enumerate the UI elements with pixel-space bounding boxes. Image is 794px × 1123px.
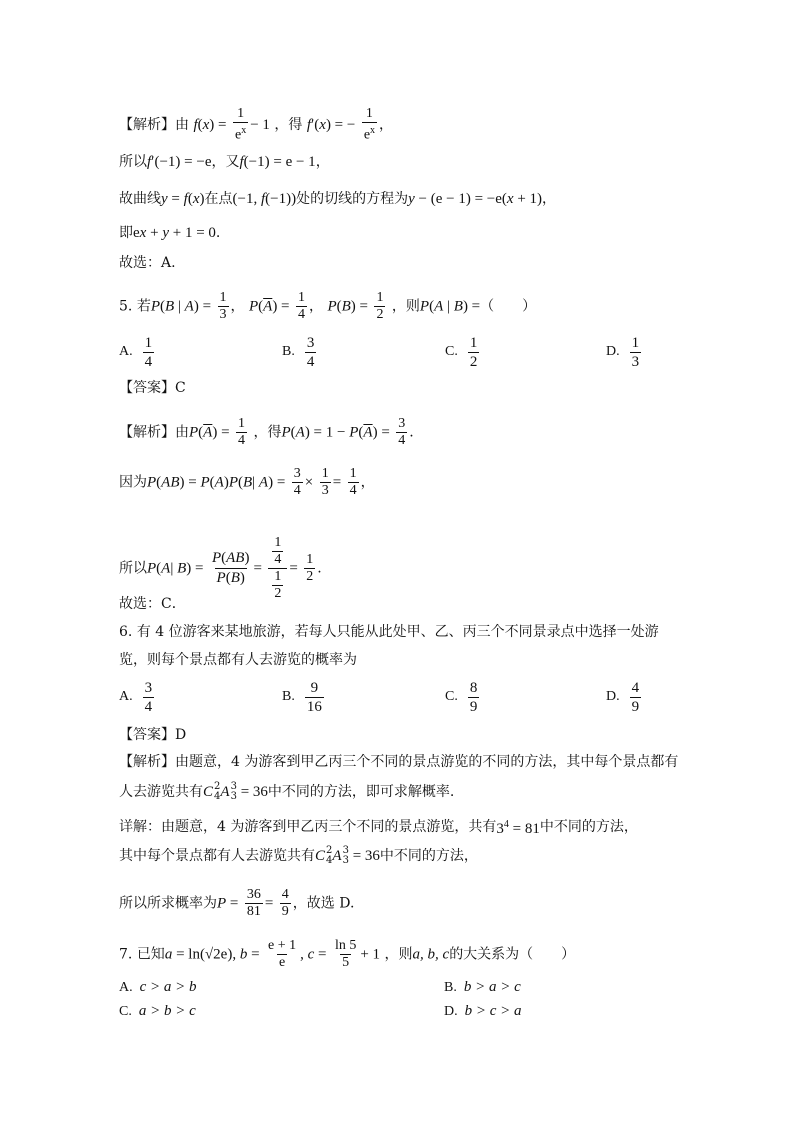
fraction-neg-1-over-ex: $\frac{1}{e^x}$ <box>363 106 376 143</box>
text: ，又 <box>211 154 240 170</box>
fraction-1-over-ex: $\frac{1}{e^x}$ <box>234 106 247 143</box>
fraction: $\frac{P(AB)}{P(B)}$ <box>211 550 250 586</box>
question-number: 7. <box>119 946 133 963</box>
text: 若 <box>136 298 151 315</box>
text: ，则 <box>384 946 413 963</box>
q6-analysis-line-1 <box>119 752 678 772</box>
q6-analysis-line-2: 人去游览共有C 2 4 A 3 3 = 36中不同的方法，即可求解概率. <box>119 781 455 802</box>
text: 中不同的方法， <box>379 848 478 864</box>
text: 所以所求概率为 <box>119 895 217 912</box>
option-c[interactable]: C. $\frac{1}{2}$ <box>445 334 478 370</box>
fraction: $\frac{3}{4}$ <box>398 416 406 448</box>
text: ，故选 D. <box>292 895 355 912</box>
fraction: $\frac{e + 1}{e}$ <box>268 938 297 970</box>
analysis-tag: 【解析】 <box>119 424 175 441</box>
text: ，则 <box>391 298 420 315</box>
option-a[interactable]: A. c > a > b <box>119 979 197 995</box>
compound-fraction: $\frac{\frac{1}{4}}{\frac{1}{2}}$ <box>268 535 287 602</box>
text: 所以 <box>119 560 147 577</box>
q7-stem: 7. 已知a = ln(√2e), b = $\frac{e + 1}{e}$ , c = $\frac{\ln 5}{5}$ + 1 ，则a, b, c的大关系为（ ） <box>119 938 576 970</box>
option-b[interactable]: B. $\frac{3}{4}$ <box>282 334 315 370</box>
text: 处的切线的方程为 <box>296 191 409 207</box>
option-d[interactable]: D. b > c > a <box>444 1003 522 1019</box>
q7-options-row-1 <box>119 979 539 999</box>
q6-answer: 【答案】D <box>119 727 187 743</box>
text: 中不同的方法， <box>539 819 638 835</box>
q4-select: 故选：A. <box>119 255 176 271</box>
q5-stem: 5. 若P(B | A) = $\frac{1}{3}$ ， $P(\overline{A})$ = $\frac{1}{4}$ ， P(B) = $\frac{1}{2}$ ，则P(A | B) =（ ） <box>119 290 537 322</box>
option-d[interactable]: D. $\frac{4}{9}$ <box>606 679 640 715</box>
q6-options <box>119 677 659 717</box>
option-d[interactable]: D. $\frac{1}{3}$ <box>606 334 640 370</box>
text: 所以 <box>119 154 147 170</box>
q6-detail-line-3: 所以所求概率为P = $\frac{36}{81}$ = $\frac{4}{9}$ ，故选 D. <box>119 887 355 919</box>
text: 人去游览共有 <box>119 784 203 800</box>
option-a[interactable]: A. $\frac{1}{4}$ <box>119 334 153 370</box>
q5-analysis-line-2: 因为P(AB) = P(A)P(B| A) = $\frac{3}{4}$ × $\frac{1}{3}$ = $\frac{1}{4}$ ， <box>119 466 375 498</box>
option-b[interactable]: B. b > a > c <box>444 979 521 995</box>
text: ，得 <box>253 424 282 441</box>
text: 有 4 位游客来某地旅游，若每人只能从此处甲、乙、丙三个不同景录点中选择一处游 <box>136 624 659 640</box>
question-number: 5. <box>119 298 133 315</box>
text: 即 <box>119 225 133 241</box>
fraction: $\frac{1}{4}$ <box>297 290 305 322</box>
text: 在点 <box>204 191 233 207</box>
q6-detail-line-1: 详解：由题意，4 为游客到甲乙丙三个不同的景点游览，共有$3^4 = 81$中不同的方法， <box>119 819 638 837</box>
fraction: $\frac{36}{81}$ <box>246 887 261 919</box>
option-c[interactable]: C. a > b > c <box>119 1003 196 1019</box>
q5-options <box>119 332 659 372</box>
text: ，得 <box>274 116 303 133</box>
fraction: $\frac{4}{9}$ <box>281 887 289 919</box>
q6-stem-line-1 <box>119 622 659 642</box>
text: 的大关系为（ ） <box>449 946 576 963</box>
text: 因为 <box>119 474 147 491</box>
q6-stem-line-2: 览，则每个景点都有人去游览的概率为 <box>119 652 357 668</box>
q5-analysis-line-1: 【解析】由$P(\overline{A})$ = $\frac{1}{4}$ ，得$P(A) = 1 - P(\overline{A})$ = $\frac{3}{4}$ . <box>119 416 414 448</box>
q5-answer: 【答案】C <box>119 380 186 396</box>
q7-options-row-2 <box>119 1003 539 1023</box>
option-b[interactable]: B. $\frac{9}{16}$ <box>282 679 322 715</box>
text: 由 <box>175 424 189 441</box>
analysis-tag: 【解析】 <box>119 754 175 770</box>
fraction: $\frac{1}{4}$ <box>238 416 246 448</box>
q4-analysis-line-3: 故曲线y = f(x)在点(−1, f(−1))处的切线的方程为y − (e − 1) = −e(x + 1)， <box>119 191 557 207</box>
text: 中不同的方法，即可求解概率. <box>267 784 455 800</box>
fraction: $\frac{1}{2}$ <box>306 552 314 584</box>
fraction: $\frac{1}{3}$ <box>321 466 329 498</box>
option-c[interactable]: C. $\frac{8}{9}$ <box>445 679 478 715</box>
analysis-tag: 【解析】 <box>119 116 175 133</box>
q5-analysis-line-3: 所以P(A| B) = $\frac{P(AB)}{P(B)}$ = $\frac{\frac{1}{4}}{\frac{1}{2}}$ = $\frac{1}{2}$ . <box>119 535 322 601</box>
text: 故曲线 <box>119 191 161 207</box>
text: 详解：由题意，4 为游客到甲乙丙三个不同的景点游览，共有 <box>119 819 497 835</box>
fraction: $\frac{3}{4}$ <box>293 466 301 498</box>
fraction: $\frac{1}{3}$ <box>219 290 227 322</box>
text: 由题意，4 为游客到甲乙丙三个不同的景点游览的不同的方法，其中每个景点都有 <box>175 754 679 770</box>
fraction: $\frac{\ln 5}{5}$ <box>334 938 357 970</box>
text: 由 <box>175 116 189 133</box>
option-a[interactable]: A. $\frac{3}{4}$ <box>119 679 153 715</box>
text: 其中每个景点都有人去游览共有 <box>119 848 315 864</box>
fraction: $\frac{1}{4}$ <box>349 466 357 498</box>
q4-analysis-line-1: 【解析】由 f(x) = $\frac{1}{e^x}$ − 1 ，得 f′(x) = − $\frac{1}{e^x}$ ， <box>119 106 394 143</box>
q4-analysis-line-2: 所以f′(−1) = −e，又f(−1) = e − 1， <box>119 154 330 170</box>
fraction: $\frac{1}{2}$ <box>376 290 384 322</box>
answer-paren: （ ） <box>480 298 537 315</box>
formula-f: f <box>193 116 198 133</box>
question-number: 6. <box>119 624 133 640</box>
text: 已知 <box>136 946 165 963</box>
q5-select: 故选：C． <box>119 596 186 612</box>
q4-analysis-line-4: 即ex + y + 1 = 0. <box>119 225 221 241</box>
q6-detail-line-2: 其中每个景点都有人去游览共有C 2 4 A 3 3 = 36中不同的方法， <box>119 845 478 866</box>
